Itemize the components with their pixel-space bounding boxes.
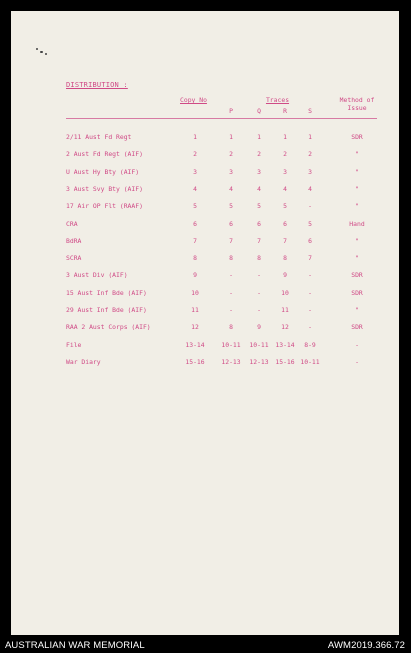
- trace-col-p: P: [229, 107, 233, 115]
- method-of-issue: ": [355, 306, 359, 314]
- trace-p: 1: [229, 133, 233, 141]
- trace-q: 1: [257, 133, 261, 141]
- method-header-line2: Issue: [347, 104, 367, 112]
- trace-q: 7: [257, 236, 261, 245]
- method-of-issue: SDR: [351, 323, 363, 332]
- table-row: [11, 341, 399, 355]
- trace-p: 6: [229, 219, 233, 228]
- trace-p: -: [229, 271, 233, 280]
- trace-s: -: [308, 323, 312, 332]
- trace-q: 6: [257, 219, 261, 228]
- trace-r: 5: [283, 202, 287, 211]
- distribution-heading: DISTRIBUTION :: [66, 81, 128, 89]
- trace-q: 5: [257, 202, 261, 211]
- trace-p: 8: [229, 323, 233, 332]
- trace-p: 5: [229, 202, 233, 211]
- unit-name: SCRA: [66, 254, 82, 263]
- trace-q: 3: [257, 167, 261, 176]
- copy-number: 8: [193, 254, 197, 263]
- copy-number: 15-16: [185, 357, 205, 366]
- trace-s: 8-9: [304, 340, 316, 349]
- unit-name: U Aust Hy Bty (AIF): [66, 167, 140, 176]
- trace-s: 3: [308, 167, 312, 176]
- trace-r: 10: [281, 288, 289, 297]
- table-row: [11, 358, 399, 372]
- trace-r: 8: [283, 254, 287, 263]
- trace-s: 5: [308, 219, 312, 228]
- table-row: [11, 237, 399, 251]
- table-row: [11, 220, 399, 234]
- copy-no-header: Copy No: [180, 96, 207, 104]
- unit-name: 29 Aust Inf Bde (AIF): [66, 306, 147, 314]
- trace-q: 12-13: [249, 357, 269, 366]
- caption-institution: AUSTRALIAN WAR MEMORIAL: [5, 640, 145, 651]
- trace-q: 2: [257, 150, 261, 159]
- trace-p: 8: [229, 254, 233, 263]
- copy-number: 7: [193, 236, 197, 245]
- copy-number: 2: [193, 150, 197, 159]
- trace-s: -: [308, 306, 312, 314]
- copy-number: 12: [191, 323, 199, 332]
- unit-name: 3 Aust Svy Bty (AIF): [66, 184, 143, 193]
- trace-q: -: [257, 271, 261, 280]
- trace-q: -: [257, 306, 261, 314]
- paper-mark: [45, 53, 47, 55]
- method-of-issue: Hand: [349, 219, 365, 228]
- trace-p: 3: [229, 167, 233, 176]
- table-row: [11, 168, 399, 182]
- table-row: [11, 202, 399, 216]
- trace-s: 2: [308, 150, 312, 159]
- unit-name: 3 Aust Div (AIF): [66, 271, 128, 280]
- table-row: [11, 289, 399, 303]
- method-of-issue: ": [355, 254, 359, 263]
- trace-r: 13-14: [275, 340, 295, 349]
- method-of-issue: ": [355, 150, 359, 159]
- unit-name: 2/11 Aust Fd Regt: [66, 133, 132, 141]
- traces-header: Traces: [265, 96, 290, 104]
- method-of-issue: -: [355, 357, 359, 366]
- unit-name: CRA: [66, 219, 78, 228]
- trace-p: 2: [229, 150, 233, 159]
- trace-p: -: [229, 306, 233, 314]
- copy-number: 9: [193, 271, 197, 280]
- trace-p: 12-13: [221, 357, 241, 366]
- trace-p: 7: [229, 236, 233, 245]
- copy-number: 5: [193, 202, 197, 211]
- trace-q: 8: [257, 254, 261, 263]
- trace-r: 11: [281, 306, 289, 314]
- unit-name: 2 Aust Fd Regt (AIF): [66, 150, 143, 159]
- method-of-issue: ": [355, 184, 359, 193]
- trace-s: -: [308, 271, 312, 280]
- unit-name: BdRA: [66, 236, 82, 245]
- trace-s: 10-11: [300, 357, 320, 366]
- method-of-issue-header: [333, 96, 381, 112]
- paper-mark: [36, 48, 38, 50]
- unit-name: 17 Air OP Flt (RAAF): [66, 202, 143, 211]
- copy-number: 6: [193, 219, 197, 228]
- trace-p: 10-11: [221, 340, 241, 349]
- trace-col-q: Q: [257, 107, 261, 115]
- method-of-issue: SDR: [351, 133, 363, 141]
- trace-r: 4: [283, 184, 287, 193]
- method-header-line1: Method of: [339, 96, 375, 104]
- copy-number: 3: [193, 167, 197, 176]
- trace-r: 1: [283, 133, 287, 141]
- document-page: [11, 11, 399, 635]
- trace-s: 6: [308, 236, 312, 245]
- trace-s: -: [308, 288, 312, 297]
- unit-name: War Diary: [66, 357, 101, 366]
- trace-col-r: R: [283, 107, 287, 115]
- trace-r: 12: [281, 323, 289, 332]
- trace-q: 9: [257, 323, 261, 332]
- copy-number: 13-14: [185, 340, 205, 349]
- trace-r: 15-16: [275, 357, 295, 366]
- table-row: [11, 254, 399, 268]
- trace-r: 9: [283, 271, 287, 280]
- copy-number: 10: [191, 288, 199, 297]
- trace-s: 7: [308, 254, 312, 263]
- header-rule: [66, 118, 377, 119]
- table-row: [11, 271, 399, 285]
- table-row: [11, 323, 399, 337]
- method-of-issue: ": [355, 202, 359, 211]
- trace-p: 4: [229, 184, 233, 193]
- paper-mark: [40, 51, 43, 53]
- trace-r: 7: [283, 236, 287, 245]
- table-row: [11, 185, 399, 199]
- method-of-issue: SDR: [351, 288, 363, 297]
- table-row: [11, 306, 399, 320]
- trace-s: 1: [308, 133, 312, 141]
- trace-r: 2: [283, 150, 287, 159]
- trace-r: 6: [283, 219, 287, 228]
- trace-s: -: [308, 202, 312, 211]
- trace-r: 3: [283, 167, 287, 176]
- trace-p: -: [229, 288, 233, 297]
- trace-q: 4: [257, 184, 261, 193]
- table-row: [11, 150, 399, 164]
- copy-number: 4: [193, 184, 197, 193]
- unit-name: File: [66, 340, 82, 349]
- table-row: [11, 133, 399, 147]
- copy-number: 11: [191, 306, 199, 314]
- trace-s: 4: [308, 184, 312, 193]
- trace-col-s: S: [308, 107, 312, 115]
- method-of-issue: ": [355, 236, 359, 245]
- method-of-issue: SDR: [351, 271, 363, 280]
- trace-q: 10-11: [249, 340, 269, 349]
- trace-q: -: [257, 288, 261, 297]
- caption-accession-number: AWM2019.366.72: [327, 640, 405, 651]
- copy-number: 1: [193, 133, 197, 141]
- method-of-issue: ": [355, 167, 359, 176]
- unit-name: RAA 2 Aust Corps (AIF): [66, 323, 151, 332]
- unit-name: 15 Aust Inf Bde (AIF): [66, 288, 147, 297]
- method-of-issue: -: [355, 340, 359, 349]
